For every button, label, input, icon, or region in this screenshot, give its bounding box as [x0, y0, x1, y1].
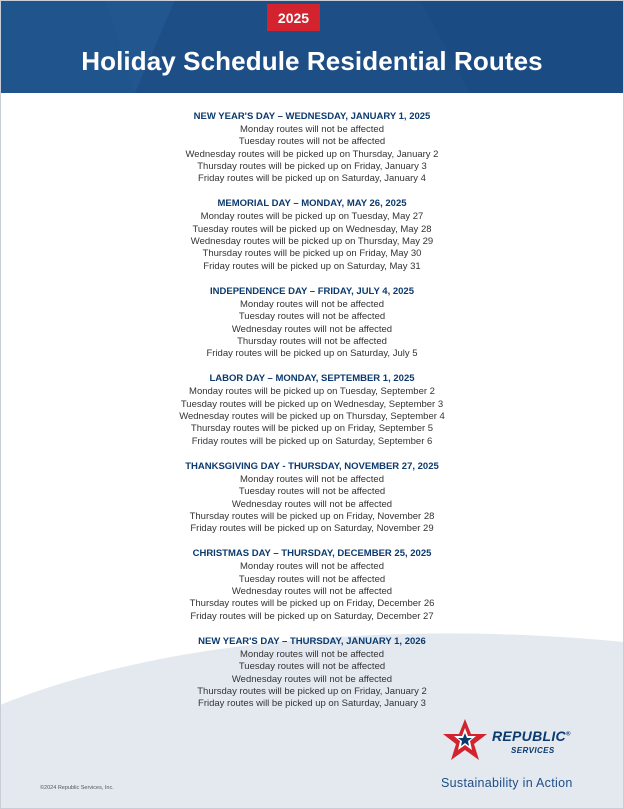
logo-wordmark	[492, 728, 571, 744]
route-line: Friday routes will be picked up on Saturday, January 4	[198, 173, 426, 185]
route-line: Thursday routes will not be affected	[237, 335, 387, 347]
holiday-title: MEMORIAL DAY – MONDAY, MAY 26, 2025	[217, 198, 407, 210]
route-line: Wednesday routes will not be affected	[231, 673, 393, 685]
route-line: Friday routes will be picked up on Saturday, July 5	[206, 348, 418, 360]
holiday-block	[0, 110, 624, 185]
route-line: Wednesday routes will not be affected	[231, 586, 393, 598]
holiday-title: THANKSGIVING DAY - THURSDAY, NOVEMBER 27, 2025	[185, 460, 439, 472]
route-line: Monday routes will be picked up on Tuesday, September 2	[189, 386, 435, 398]
logo-name-text: REPUBLIC	[492, 728, 566, 744]
route-line: Wednesday routes will not be affected	[231, 323, 393, 335]
holiday-title: NEW YEAR'S DAY – THURSDAY, JANUARY 1, 2026	[198, 635, 426, 647]
republic-services-star-logo-icon	[441, 717, 489, 765]
route-line: Thursday routes will be picked up on Friday, January 3	[197, 160, 427, 172]
page-title: Holiday Schedule Residential Routes	[81, 46, 543, 76]
holiday-block	[0, 547, 624, 622]
holiday-schedule-list	[0, 110, 624, 722]
holiday-block	[0, 460, 624, 535]
holiday-title: INDEPENDENCE DAY – FRIDAY, JULY 4, 2025	[210, 285, 414, 297]
route-line: Tuesday routes will not be affected	[238, 136, 386, 148]
route-line: Tuesday routes will not be affected	[238, 661, 386, 673]
header-banner	[0, 0, 624, 93]
holiday-title: LABOR DAY – MONDAY, SEPTEMBER 1, 2025	[209, 373, 415, 385]
copyright-notice: ©2024 Republic Services, Inc.	[40, 785, 114, 791]
route-line: Thursday routes will be picked up on Friday, May 30	[202, 248, 422, 260]
route-line: Thursday routes will be picked up on Friday, November 28	[189, 510, 435, 522]
holiday-block	[0, 285, 624, 360]
route-line: Thursday routes will be picked up on Friday, December 26	[189, 598, 435, 610]
route-line: Tuesday routes will not be affected	[238, 573, 386, 585]
registered-mark: ®	[565, 731, 571, 738]
route-line: Thursday routes will be picked up on Friday, September 5	[190, 423, 434, 435]
logo-subtitle: SERVICES	[511, 746, 555, 755]
route-line: Thursday routes will be picked up on Friday, January 2	[197, 685, 427, 697]
route-line: Friday routes will be picked up on Saturday, September 6	[191, 435, 433, 447]
route-line: Tuesday routes will be picked up on Wednesday, May 28	[192, 223, 432, 235]
route-line: Friday routes will be picked up on Saturday, November 29	[190, 523, 434, 535]
year-badge: 2025	[267, 4, 320, 31]
route-line: Wednesday routes will be picked up on Thursday, May 29	[190, 236, 434, 248]
holiday-title: CHRISTMAS DAY – THURSDAY, DECEMBER 25, 2025	[192, 548, 432, 560]
route-line: Wednesday routes will be picked up on Thursday, September 4	[179, 411, 445, 423]
holiday-block	[0, 372, 624, 447]
route-line: Monday routes will not be affected	[240, 648, 384, 660]
route-line: Monday routes will not be affected	[240, 561, 384, 573]
route-line: Monday routes will not be affected	[240, 124, 384, 135]
holiday-block	[0, 197, 624, 272]
route-line: Tuesday routes will be picked up on Wednesday, September 3	[180, 398, 444, 410]
route-line: Wednesday routes will not be affected	[231, 498, 393, 510]
route-line: Tuesday routes will not be affected	[238, 311, 386, 323]
tagline: Sustainability in Action	[441, 776, 573, 790]
route-line: Monday routes will not be affected	[240, 473, 384, 485]
route-line: Friday routes will be picked up on Saturday, May 31	[203, 260, 421, 272]
route-line: Monday routes will be picked up on Tuesday, May 27	[200, 211, 424, 223]
route-line: Friday routes will be picked up on Saturday, December 27	[190, 610, 434, 622]
route-line: Tuesday routes will not be affected	[238, 486, 386, 498]
route-line: Wednesday routes will be picked up on Thursday, January 2	[185, 148, 439, 160]
route-line: Friday routes will be picked up on Saturday, January 3	[198, 698, 426, 710]
route-line: Monday routes will not be affected	[240, 298, 384, 310]
holiday-title: NEW YEAR'S DAY – WEDNESDAY, JANUARY 1, 2025	[193, 111, 431, 122]
holiday-block	[0, 635, 624, 710]
